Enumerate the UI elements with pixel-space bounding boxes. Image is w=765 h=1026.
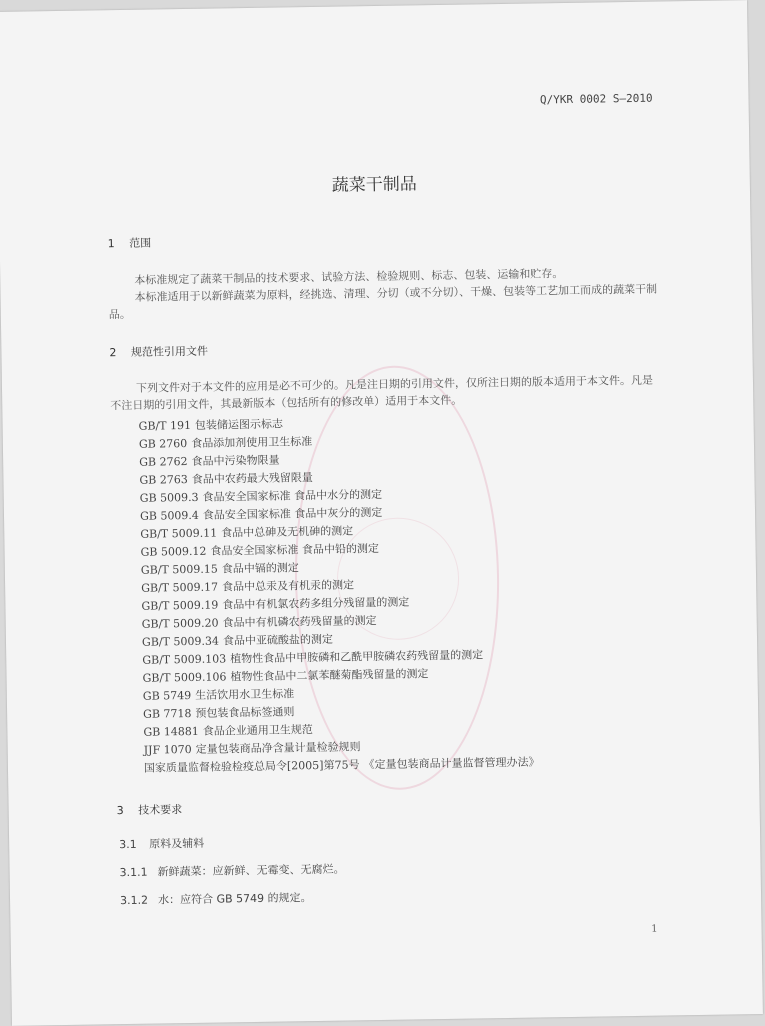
reference-item: GB 5009.12 食品安全国家标准 食品中铅的测定 [140,542,380,559]
document-code: Q/YKR 0002 S—2010 [539,91,653,107]
reference-item: 国家质量监督检验检疫总局令[2005]第75号 《定量包装商品计量监督管理办法》 [143,755,540,775]
reference-item: GB/T 5009.106 植物性食品中二氯苯醚菊酯残留量的测定 [142,667,429,685]
reference-item: GB/T 191 包装储运图示标志 [138,417,284,433]
page-number: 1 [651,923,658,935]
reference-item: GB/T 5009.11 食品中总砷及无机砷的测定 [140,524,354,541]
reference-item: GB 5009.4 食品安全国家标准 食品中灰分的测定 [139,505,383,523]
section-3-heading [117,801,183,818]
section-title: 规范性引用文件 [130,344,209,359]
section-number: 1 [107,237,115,251]
section-title: 范围 [129,236,152,250]
section-number: 3 [116,804,124,818]
reference-item: JJF 1070 定量包装商品净含量计量检验规则 [143,740,361,757]
reference-item: GB/T 5009.103 植物性食品中甲胺磷和乙酰甲胺磷农药残留量的测定 [142,648,484,667]
section-title: 技术要求 [138,803,183,817]
reference-item: GB/T 5009.20 食品中有机磷农药残留量的测定 [141,614,377,631]
subsection-3-1-heading: 3.1 原料及辅料 [119,836,205,852]
section-1-paragraph-2: 本标准适用于以新鲜蔬菜为原料，经挑选、清理、分切（或不分切）、干燥、包装等工艺加工而成的蔬菜干制品。 [108,282,658,322]
section-2-heading [109,343,208,361]
clause-item: 3.1.1 新鲜蔬菜：应新鲜、无霉变、无腐烂。 [119,862,345,880]
reference-item: GB/T 5009.17 食品中总汞及有机汞的测定 [141,578,355,595]
section-number: 2 [109,346,117,360]
section-1-heading [108,235,152,252]
reference-item: GB/T 5009.34 食品中亚硫酸盐的测定 [141,632,333,649]
reference-item: GB 5009.3 食品安全国家标准 食品中水分的测定 [139,487,383,505]
page-title: 蔬菜干制品 [331,174,417,196]
reference-item: GB/T 5009.19 食品中有机氯农药多组分残留量的测定 [141,595,410,613]
section-1-paragraph-1: 本标准规定了蔬菜干制品的技术要求、试验方法、检验规则、标志、包装、运输和贮存。 [134,267,564,287]
section-2-intro: 下列文件对于本文件的应用是必不可少的。凡是注日期的引用文件，仅所注日期的版本适用于本文件。凡是不注日期的引用文件，其最新版本（包括所有的修改单）适用于本文件。 [110,373,654,413]
reference-item: GB 5749 生活饮用水卫生标准 [142,687,295,703]
reference-item: GB 2760 食品添加剂使用卫生标准 [138,435,313,451]
reference-item: GB 2763 食品中农药最大残留限量 [139,471,313,487]
clause-item: 3.1.2 水：应符合 GB 5749 的规定。 [119,891,312,908]
reference-item: GB 2762 食品中污染物限量 [139,453,280,469]
reference-item: GB 14881 食品企业通用卫生规范 [143,723,313,739]
reference-item: GB/T 5009.15 食品中镉的测定 [140,561,299,577]
reference-item: GB 7718 预包装食品标签通则 [143,705,295,721]
